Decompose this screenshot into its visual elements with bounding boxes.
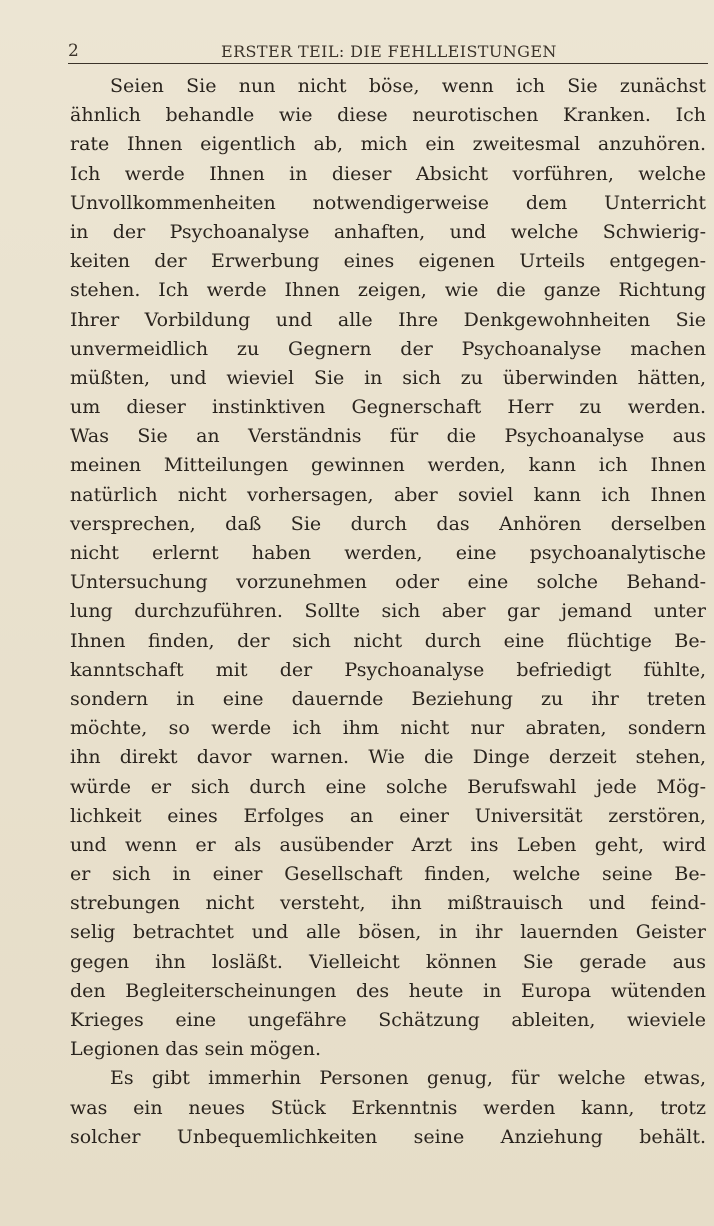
text-line: Es gibt immerhin Personen genug, für welche etwas, bbox=[110, 1067, 706, 1090]
text-line: Ihnen finden, der sich nicht durch eine flüchtige Be- bbox=[70, 629, 706, 652]
text-line: Krieges eine ungefähre Schätzung ableiten, wieviele bbox=[70, 1009, 706, 1031]
text-line: in der Psychoanalyse anhaften, und welche Schwierig- bbox=[70, 220, 706, 243]
text-line: solcher Unbequemlichkeiten seine Anziehung behält. bbox=[70, 1125, 706, 1148]
page-number: 2 bbox=[68, 41, 79, 61]
text-line: selig betrachtet und alle bösen, in ihr lauernden Geister bbox=[70, 921, 706, 944]
text-line: lichkeit eines Erfolges an einer Universität zerstören, bbox=[70, 804, 706, 827]
text-line: Untersuchung vorzunehmen oder eine solche Behand- bbox=[70, 571, 706, 594]
text-line: Unvollkommenheiten notwendigerweise dem Unterricht bbox=[70, 191, 706, 214]
text-line: Legionen das sein mögen. bbox=[70, 1038, 322, 1061]
text-line: stehen. Ich werde Ihnen zeigen, wie die ganze Richtung bbox=[70, 279, 706, 302]
text-line: ihn direkt davor warnen. Wie die Dinge derzeit stehen, bbox=[70, 746, 706, 769]
text-line: Seien Sie nun nicht böse, wenn ich Sie zunächst bbox=[110, 75, 706, 97]
text-line: und wenn er als ausübender Arzt ins Leben geht, wird bbox=[70, 833, 706, 856]
text-line: nicht erlernt haben werden, eine psychoanalytische bbox=[70, 542, 706, 564]
text-line: unvermeidlich zu Gegnern der Psychoanalyse machen bbox=[70, 337, 706, 360]
text-line: sondern in eine dauernde Beziehung zu ihr treten bbox=[70, 687, 706, 710]
text-line: meinen Mitteilungen gewinnen werden, kann ich Ihnen bbox=[70, 454, 706, 477]
text-line: würde er sich durch eine solche Berufswahl jede Mög- bbox=[70, 775, 706, 798]
text-line: gegen ihn losläßt. Vielleicht können Sie gerade aus bbox=[70, 950, 706, 973]
text-line: er sich in einer Gesellschaft finden, welche seine Be- bbox=[70, 863, 706, 886]
running-head: ERSTER TEIL: DIE FEHLLEISTUNGEN bbox=[221, 42, 557, 61]
text-line: möchte, so werde ich ihm nicht nur abraten, sondern bbox=[70, 717, 706, 740]
body-text bbox=[70, 72, 706, 1152]
text-line: um dieser instinktiven Gegnerschaft Herr zu werden. bbox=[70, 396, 706, 419]
text-line: rate Ihnen eigentlich ab, mich ein zweitesmal anzuhören. bbox=[70, 133, 706, 156]
text-line: lung durchzuführen. Sollte sich aber gar jemand unter bbox=[70, 600, 706, 623]
text-line: natürlich nicht vorhersagen, aber soviel kann ich Ihnen bbox=[70, 483, 706, 506]
text-line: keiten der Erwerbung eines eigenen Urteils entgegen- bbox=[70, 250, 706, 273]
text-line: ähnlich behandle wie diese neurotischen Kranken. Ich bbox=[70, 104, 706, 127]
text-line: Ihrer Vorbildung und alle Ihre Denkgewohnheiten Sie bbox=[70, 308, 706, 331]
text-line: Was Sie an Verständnis für die Psychoanalyse aus bbox=[70, 425, 706, 448]
text-line: was ein neues Stück Erkenntnis werden kann, trotz bbox=[70, 1096, 706, 1119]
header-rule bbox=[68, 63, 708, 64]
text-line: müßten, und wieviel Sie in sich zu überwinden hätten, bbox=[70, 366, 706, 389]
page-header bbox=[68, 39, 708, 65]
text-line: strebungen nicht versteht, ihn mißtrauisch und feind- bbox=[70, 892, 706, 915]
text-line: kanntschaft mit der Psychoanalyse befriedigt fühlte, bbox=[70, 658, 706, 681]
text-line: Ich werde Ihnen in dieser Absicht vorführen, welche bbox=[70, 162, 706, 185]
text-line: versprechen, daß Sie durch das Anhören derselben bbox=[70, 512, 706, 535]
text-line: den Begleiterscheinungen des heute in Europa wütenden bbox=[70, 979, 706, 1002]
